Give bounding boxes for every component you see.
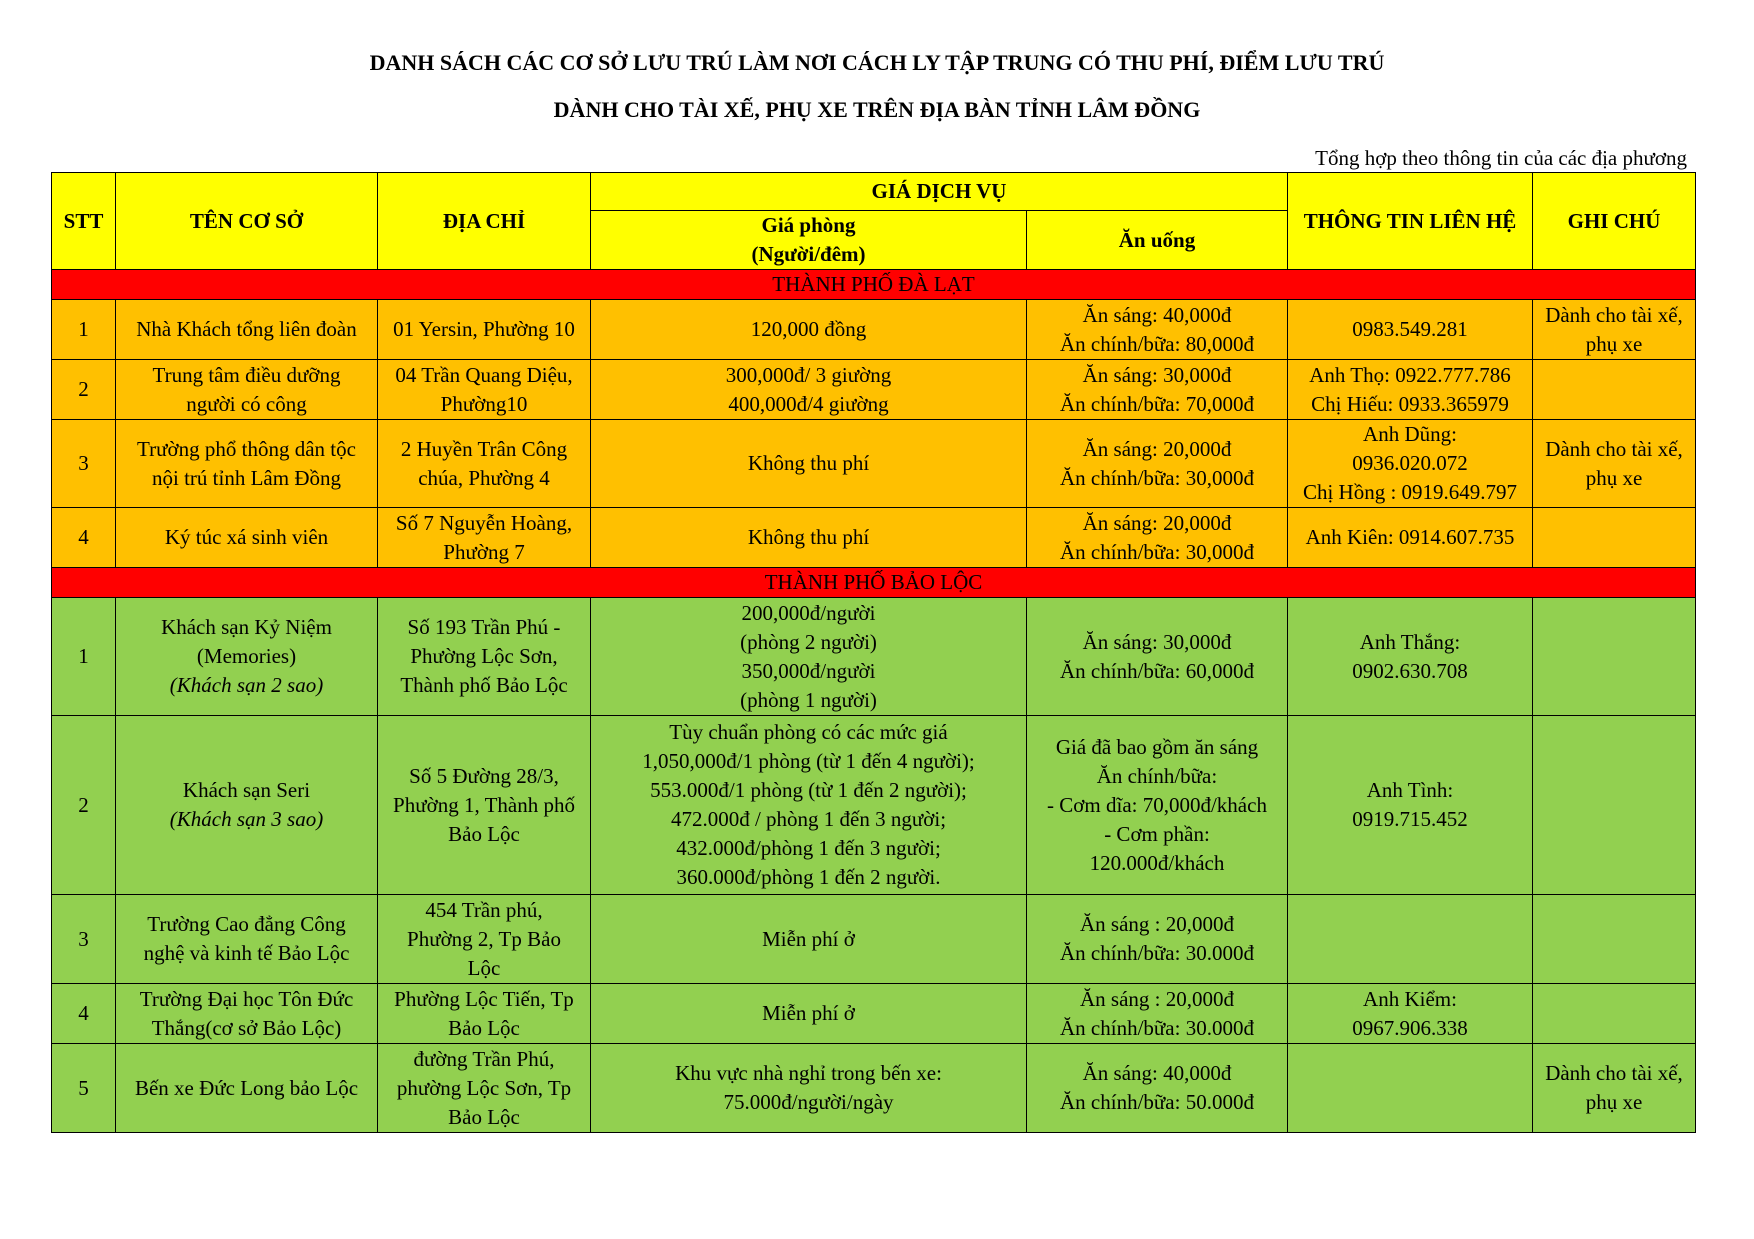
table-row: [52, 984, 1696, 1044]
cell-meals: Ăn sáng: 30,000đ Ăn chính/bữa: 70,000đ: [1027, 360, 1288, 420]
cell-stt: 2: [52, 716, 116, 895]
cell-note: [1533, 716, 1696, 895]
cell-contact: Anh Kiên: 0914.607.735: [1288, 508, 1533, 568]
cell-note: [1533, 508, 1696, 568]
cell-address: đường Trần Phú, phường Lộc Sơn, Tp Bảo Lộc: [378, 1044, 591, 1133]
cell-note: [1533, 984, 1696, 1044]
cell-note: Dành cho tài xế, phụ xe: [1533, 1044, 1696, 1133]
cell-contact: [1288, 895, 1533, 984]
cell-name-group: [116, 716, 378, 895]
header-room-price: Giá phòng (Người/đêm): [591, 211, 1027, 270]
cell-name: Trung tâm điều dưỡng người có công: [116, 360, 378, 420]
cell-address: 2 Huyền Trân Công chúa, Phường 4: [378, 420, 591, 508]
table-row: [52, 360, 1696, 420]
cell-stt: 4: [52, 508, 116, 568]
cell-contact: 0983.549.281: [1288, 300, 1533, 360]
cell-room-price: Miễn phí ở: [591, 895, 1027, 984]
cell-stt: 2: [52, 360, 116, 420]
cell-room-price: Không thu phí: [591, 508, 1027, 568]
cell-room-price: Tùy chuẩn phòng có các mức giá 1,050,000đ/1 phòng (từ 1 đến 4 người); 553.000đ/1 phòng (từ 1 đến 2 người); 472.000đ / phòng 1 đến 3 người; 432.000đ/phòng 1 đến 3 người; 360.000đ/phòng 1 đến 2 người.: [591, 716, 1027, 895]
table-row: [52, 508, 1696, 568]
cell-address: 04 Trần Quang Diệu, Phường10: [378, 360, 591, 420]
cell-name-group: [116, 598, 378, 716]
header-note: GHI CHÚ: [1533, 173, 1696, 270]
cell-room-price: Miễn phí ở: [591, 984, 1027, 1044]
cell-name: Ký túc xá sinh viên: [116, 508, 378, 568]
cell-note: Dành cho tài xế, phụ xe: [1533, 300, 1696, 360]
cell-name: Bến xe Đức Long bảo Lộc: [116, 1044, 378, 1133]
accommodation-table: [51, 172, 1696, 1133]
hotel-rating: (Khách sạn 3 sao): [169, 807, 324, 831]
header-contact: THÔNG TIN LIÊN HỆ: [1288, 173, 1533, 270]
cell-contact: Anh Thắng: 0902.630.708: [1288, 598, 1533, 716]
cell-meals: Ăn sáng: 20,000đ Ăn chính/bữa: 30,000đ: [1027, 420, 1288, 508]
cell-stt: 1: [52, 300, 116, 360]
cell-room-price: 200,000đ/người (phòng 2 người) 350,000đ/người (phòng 1 người): [591, 598, 1027, 716]
cell-meals: Ăn sáng: 20,000đ Ăn chính/bữa: 30,000đ: [1027, 508, 1288, 568]
cell-name: Nhà Khách tổng liên đoàn: [116, 300, 378, 360]
cell-note: [1533, 895, 1696, 984]
cell-meals: Giá đã bao gồm ăn sáng Ăn chính/bữa: - Cơm dĩa: 70,000đ/khách - Cơm phần: 120.000đ/khách: [1027, 716, 1288, 895]
cell-name: Khách sạn Seri: [182, 778, 311, 802]
cell-note: [1533, 598, 1696, 716]
cell-contact: Anh Dũng: 0936.020.072 Chị Hồng : 0919.649.797: [1288, 420, 1533, 508]
cell-meals: Ăn sáng: 40,000đ Ăn chính/bữa: 50.000đ: [1027, 1044, 1288, 1133]
header-meals: Ăn uống: [1027, 211, 1288, 270]
table-row: [52, 300, 1696, 360]
cell-stt: 5: [52, 1044, 116, 1133]
table-row: [52, 895, 1696, 984]
table-row: [52, 420, 1696, 508]
cell-stt: 3: [52, 895, 116, 984]
section-baoloc: THÀNH PHỐ BẢO LỘC: [52, 568, 1696, 598]
document-title-line-1: DANH SÁCH CÁC CƠ SỞ LƯU TRÚ LÀM NƠI CÁCH LY TẬP TRUNG CÓ THU PHÍ, ĐIỂM LƯU TRÚ: [369, 50, 1385, 75]
cell-room-price: 120,000 đồng: [591, 300, 1027, 360]
cell-name: Trường Đại học Tôn Đức Thắng(cơ sở Bảo Lộc): [116, 984, 378, 1044]
cell-address: Số 5 Đường 28/3, Phường 1, Thành phố Bảo Lộc: [378, 716, 591, 895]
cell-room-price: Khu vực nhà nghỉ trong bến xe: 75.000đ/người/ngày: [591, 1044, 1027, 1133]
cell-room-price: Không thu phí: [591, 420, 1027, 508]
table-row: [52, 716, 1696, 895]
cell-meals: Ăn sáng : 20,000đ Ăn chính/bữa: 30.000đ: [1027, 984, 1288, 1044]
cell-note: Dành cho tài xế, phụ xe: [1533, 420, 1696, 508]
cell-stt: 3: [52, 420, 116, 508]
source-note: Tổng hợp theo thông tin của các địa phương: [1315, 146, 1687, 170]
cell-note: [1533, 360, 1696, 420]
cell-contact: Anh Thọ: 0922.777.786 Chị Hiếu: 0933.365979: [1288, 360, 1533, 420]
table-row: [52, 1044, 1696, 1133]
header-service-price: GIÁ DỊCH VỤ: [591, 173, 1288, 211]
table-row: [52, 598, 1696, 716]
cell-name: Trường phổ thông dân tộc nội trú tỉnh Lâm Đồng: [116, 420, 378, 508]
cell-contact: Anh Kiểm: 0967.906.338: [1288, 984, 1533, 1044]
header-address: ĐỊA CHỈ: [378, 173, 591, 270]
cell-meals: Ăn sáng : 20,000đ Ăn chính/bữa: 30.000đ: [1027, 895, 1288, 984]
cell-meals: Ăn sáng: 30,000đ Ăn chính/bữa: 60,000đ: [1027, 598, 1288, 716]
cell-meals: Ăn sáng: 40,000đ Ăn chính/bữa: 80,000đ: [1027, 300, 1288, 360]
cell-address: Số 193 Trần Phú - Phường Lộc Sơn, Thành phố Bảo Lộc: [378, 598, 591, 716]
cell-room-price: 300,000đ/ 3 giường 400,000đ/4 giường: [591, 360, 1027, 420]
cell-stt: 4: [52, 984, 116, 1044]
document-title-line-2: DÀNH CHO TÀI XẾ, PHỤ XE TRÊN ĐỊA BÀN TỈNH LÂM ĐỒNG: [553, 97, 1201, 122]
section-dalat: THÀNH PHỐ ĐÀ LẠT: [52, 270, 1696, 300]
cell-contact: Anh Tình: 0919.715.452: [1288, 716, 1533, 895]
cell-address: 01 Yersin, Phường 10: [378, 300, 591, 360]
header-stt: STT: [52, 173, 116, 270]
cell-stt: 1: [52, 598, 116, 716]
hotel-rating: (Khách sạn 2 sao): [169, 673, 324, 697]
cell-address: Số 7 Nguyễn Hoàng, Phường 7: [378, 508, 591, 568]
cell-contact: [1288, 1044, 1533, 1133]
cell-address: 454 Trần phú, Phường 2, Tp Bảo Lộc: [378, 895, 591, 984]
cell-address: Phường Lộc Tiến, Tp Bảo Lộc: [378, 984, 591, 1044]
header-name: TÊN CƠ SỞ: [116, 173, 378, 270]
cell-name: Khách sạn Kỷ Niệm (Memories): [161, 615, 332, 668]
cell-name: Trường Cao đẳng Công nghệ và kinh tế Bảo Lộc: [116, 895, 378, 984]
